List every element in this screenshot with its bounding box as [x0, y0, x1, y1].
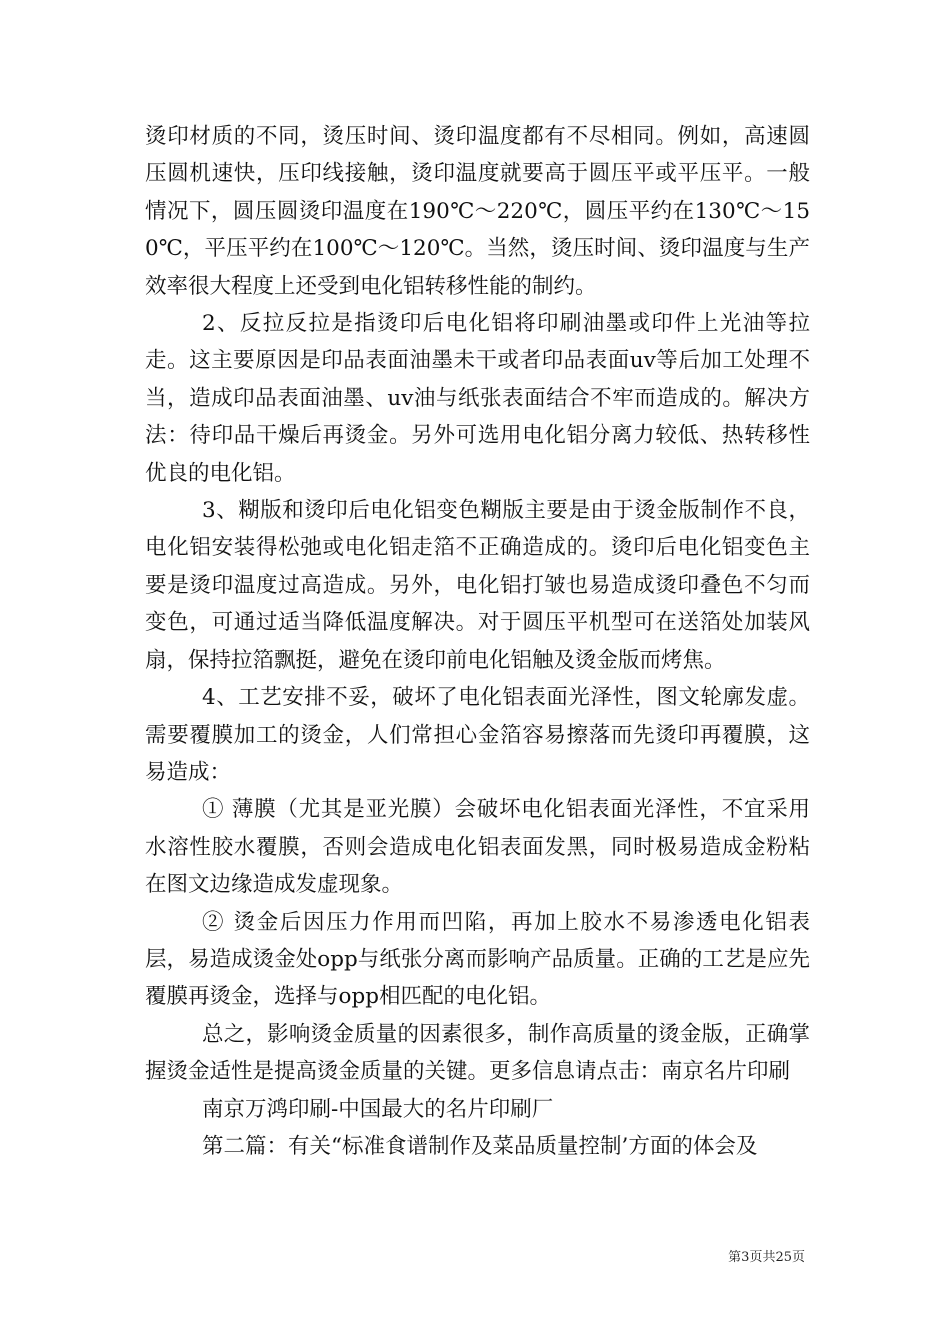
paragraph-5: ① 薄膜（尤其是亚光膜）会破坏电化铝表面光泽性，不宜采用水溶性胶水覆膜，否则会造成电化铝表面发黑，同时极易造成金粉粘在图文边缘造成发虚现象。	[145, 797, 810, 898]
paragraph-9: 第二篇：有关“标准食谱制作及菜品质量控制’方面的体会及	[202, 1133, 758, 1159]
paragraph-3: 3、糊版和烫印后电化铝变色糊版主要是由于烫金版制作不良，电化铝安装得松弛或电化铝走箔不正确造成的。烫印后电化铝变色主要是烫印温度过高造成。另外，电化铝打皱也易造成烫印叠色不匀而变色，可通过适当降低温度解决。对于圆压平机型可在送箔处加装风扇，保持拉箔飘挺，避免在烫印前电化铝触及烫金版而烤焦。	[145, 498, 810, 673]
paragraph-7: 总之，影响烫金质量的因素很多，制作高质量的烫金版，正确掌握烫金适性是提高烫金质量的关键。更多信息请点击：南京名片印刷	[145, 1021, 810, 1085]
paragraph-6: ② 烫金后因压力作用而凹陷，再加上胶水不易渗透电化铝表层，易造成烫金处opp与纸张分离而影响产品质量。正确的工艺是应先覆膜再烫金，选择与opp相匹配的电化铝。	[145, 909, 810, 1010]
paragraph-2: 2、反拉反拉是指烫印后电化铝将印刷油墨或印件上光油等拉走。这主要原因是印品表面油墨未干或者印品表面uv等后加工处理不当，造成印品表面油墨、uv油与纸张表面结合不牢而造成的。解决方法：待印品干燥后再烫金。另外可选用电化铝分离力较低、热转移性优良的电化铝。	[145, 311, 810, 486]
paragraph-8: 南京万鸿印刷-中国最大的名片印刷厂	[202, 1096, 554, 1122]
page-number: 第3页共25页	[728, 1250, 805, 1265]
paragraph-1: 烫印材质的不同，烫压时间、烫印温度都有不尽相同。例如，高速圆压圆机速快，压印线接触，烫印温度就要高于圆压平或平压平。一般情况下，圆压圆烫印温度在190℃～220℃，圆压平约在130℃～150℃，平压平约在100℃～120℃。当然，烫压时间、烫印温度与生产效率很大程度上还受到电化铝转移性能的制约。	[145, 124, 810, 299]
paragraph-4: 4、工艺安排不妥，破坏了电化铝表面光泽性，图文轮廓发虚。需要覆膜加工的烫金，人们常担心金箔容易擦落而先烫印再覆膜，这易造成：	[145, 685, 810, 785]
document-body	[145, 118, 810, 1165]
